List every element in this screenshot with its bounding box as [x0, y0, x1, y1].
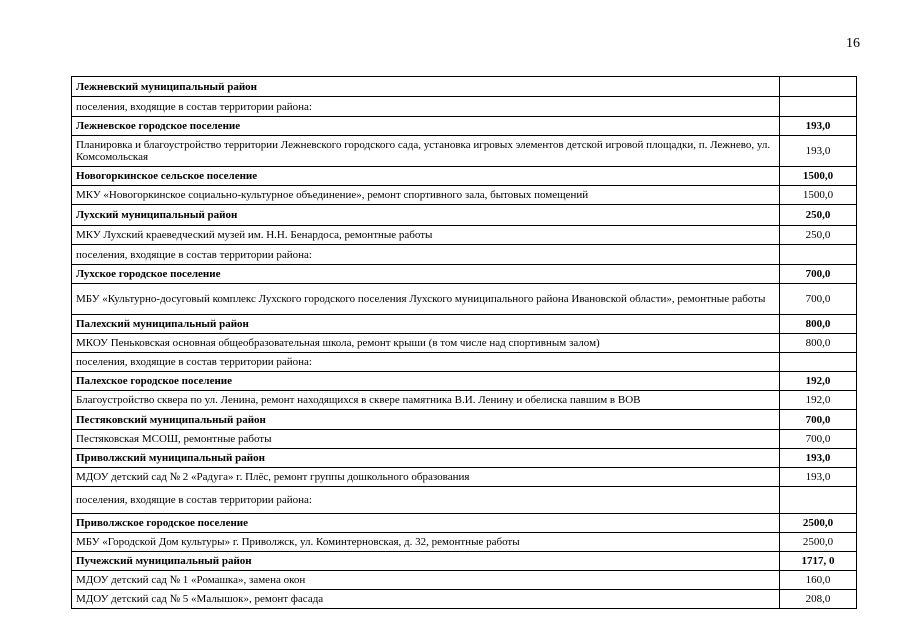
table-row [72, 315, 857, 334]
table-row [72, 487, 857, 514]
row-amount [780, 353, 857, 372]
row-amount [780, 245, 857, 265]
table-row [72, 205, 857, 226]
row-description: Пучежский муниципальный район [72, 552, 780, 571]
row-amount [780, 487, 857, 514]
row-description: Пестяковский муниципальный район [72, 410, 780, 430]
row-description: МДОУ детский сад № 1 «Ромашка», замена окон [72, 571, 780, 590]
row-description: МКУ «Новогоркинское социально-культурное объединение», ремонт спортивного зала, бытовых помещений [72, 186, 780, 205]
table-row [72, 136, 857, 167]
row-description: Пестяковская МСОШ, ремонтные работы [72, 430, 780, 449]
row-amount: 192,0 [780, 372, 857, 391]
table-row [72, 410, 857, 430]
row-description: МДОУ детский сад № 5 «Малышок», ремонт фасада [72, 590, 780, 609]
row-amount: 2500,0 [780, 514, 857, 533]
row-amount: 160,0 [780, 571, 857, 590]
row-description: Лухский муниципальный район [72, 205, 780, 226]
row-amount: 700,0 [780, 265, 857, 284]
table-row [72, 186, 857, 205]
row-description: Новогоркинское сельское поселение [72, 167, 780, 186]
row-amount: 193,0 [780, 117, 857, 136]
row-description: Лухское городское поселение [72, 265, 780, 284]
row-description: поселения, входящие в состав территории района: [72, 245, 780, 265]
row-description: Лежневский муниципальный район [72, 77, 780, 97]
table-row [72, 391, 857, 410]
table-row [72, 77, 857, 97]
table-row [72, 284, 857, 315]
row-description: поселения, входящие в состав территории района: [72, 97, 780, 117]
row-amount: 2500,0 [780, 533, 857, 552]
row-amount: 700,0 [780, 284, 857, 315]
table-row [72, 245, 857, 265]
row-description: Лежневское городское поселение [72, 117, 780, 136]
row-amount: 1500,0 [780, 186, 857, 205]
row-amount: 250,0 [780, 226, 857, 245]
row-amount [780, 97, 857, 117]
row-description: Планировка и благоустройство территории Лежневского городского сада, установка игровых элементов детской игровой площадки, п. Лежнево, ул. Комсомольская [72, 136, 780, 167]
funding-table [71, 76, 857, 609]
row-amount: 800,0 [780, 334, 857, 353]
table-row [72, 226, 857, 245]
table-row [72, 353, 857, 372]
page-number: 16 [846, 36, 860, 51]
table-row [72, 514, 857, 533]
table-row [72, 468, 857, 487]
row-amount: 1500,0 [780, 167, 857, 186]
row-amount: 193,0 [780, 449, 857, 468]
row-description: МКОУ Пеньковская основная общеобразовательная школа, ремонт крыши (в том числе над спортивным залом) [72, 334, 780, 353]
row-description: Палехский муниципальный район [72, 315, 780, 334]
table-row [72, 334, 857, 353]
table-row [72, 117, 857, 136]
row-description: Благоустройство сквера по ул. Ленина, ремонт находящихся в сквере памятника В.И. Ленину и обелиска павшим в ВОВ [72, 391, 780, 410]
table-row [72, 265, 857, 284]
table-row [72, 97, 857, 117]
table-row [72, 167, 857, 186]
row-description: Приволжский муниципальный район [72, 449, 780, 468]
table-row [72, 571, 857, 590]
table-row [72, 590, 857, 609]
table-row [72, 372, 857, 391]
row-amount: 193,0 [780, 136, 857, 167]
row-amount [780, 77, 857, 97]
row-description: Приволжское городское поселение [72, 514, 780, 533]
row-description: МДОУ детский сад № 2 «Радуга» г. Плёс, ремонт группы дошкольного образования [72, 468, 780, 487]
row-description: поселения, входящие в состав территории района: [72, 353, 780, 372]
table-row [72, 533, 857, 552]
row-description: поселения, входящие в состав территории района: [72, 487, 780, 514]
row-amount: 193,0 [780, 468, 857, 487]
row-amount: 800,0 [780, 315, 857, 334]
table-row [72, 449, 857, 468]
row-amount: 208,0 [780, 590, 857, 609]
row-description: Палехское городское поселение [72, 372, 780, 391]
row-amount: 1717, 0 [780, 552, 857, 571]
table-row [72, 430, 857, 449]
row-description: МКУ Лухский краеведческий музей им. Н.Н. Бенардоса, ремонтные работы [72, 226, 780, 245]
row-amount: 700,0 [780, 430, 857, 449]
row-description: МБУ «Культурно-досуговый комплекс Лухского городского поселения Лухского муниципального района Ивановской области», ремонтные работы [72, 284, 780, 315]
table-row [72, 552, 857, 571]
row-amount: 700,0 [780, 410, 857, 430]
row-amount: 250,0 [780, 205, 857, 226]
row-amount: 192,0 [780, 391, 857, 410]
row-description: МБУ «Городской Дом культуры» г. Приволжск, ул. Коминтерновская, д. 32, ремонтные работы [72, 533, 780, 552]
